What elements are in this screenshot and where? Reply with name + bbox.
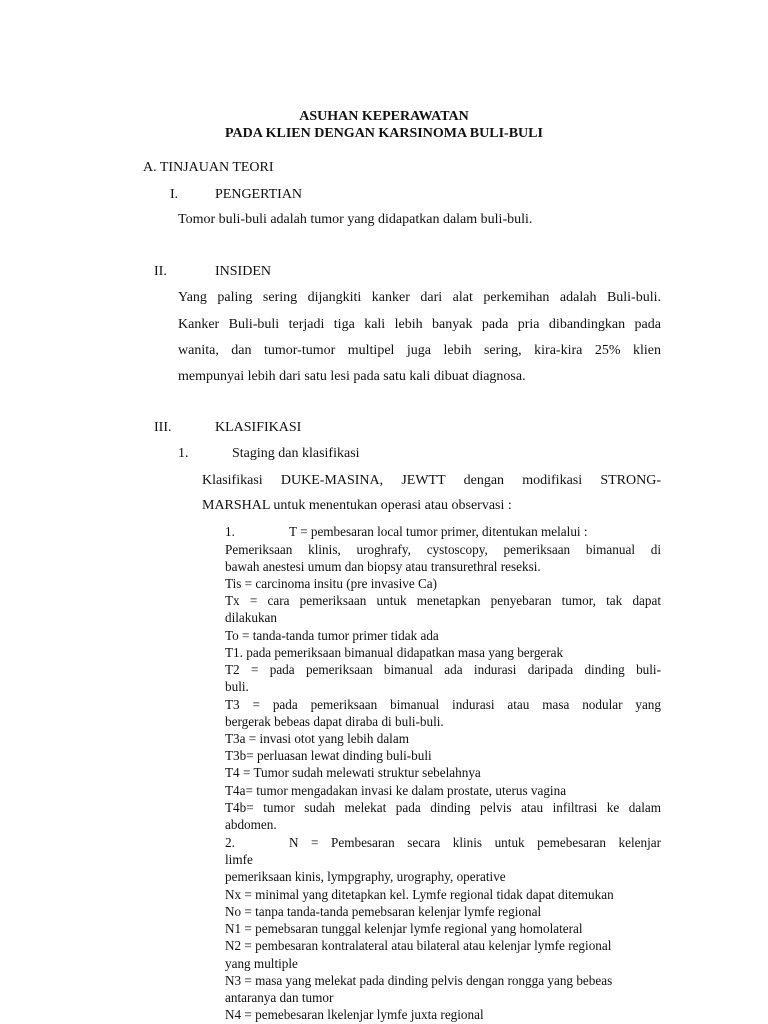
list-line: N4 = pemebesaran lkelenjar lymfe juxta regional — [225, 1007, 484, 1022]
list-line: N3 = masa yang melekat pada dinding pelvis dengan rongga yang bebeas — [225, 973, 613, 988]
list-line: T4b= tumor sudah melekat pada dinding pelvis atau infiltrasi ke dalam — [225, 800, 661, 815]
paragraph-line: Yang paling sering dijangkiti kanker dari alat perkemihan adalah Buli-buli. — [178, 290, 661, 305]
list-number: 2. — [225, 835, 235, 850]
paragraph-line: Kanker Buli-buli terjadi tiga kali lebih banyak pada pria dibandingkan pada — [178, 317, 661, 332]
list-line: T4 = Tumor sudah melewati struktur sebelahnya — [225, 765, 481, 780]
list-line: antaranya dan tumor — [225, 990, 334, 1005]
list-line: T3a = invasi otot yang lebih dalam — [225, 731, 409, 746]
list-line: Pemeriksaan klinis, uroghrafy, cystoscopy, pemeriksaan bimanual di — [225, 542, 661, 557]
list-line: Tis = carcinoma insitu (pre invasive Ca) — [225, 576, 438, 591]
list-item-heading: N = Pembesaran secara klinis untuk pemebesaran kelenjar — [289, 835, 661, 850]
paragraph-line: mempunyai lebih dari satu lesi pada satu kali dibuat diagnosa. — [178, 369, 526, 384]
section-heading-klasifikasi: KLASIFIKASI — [215, 420, 302, 435]
list-line: T4a= tumor mengadakan invasi ke dalam prostate, uterus vagina — [225, 783, 567, 798]
list-line: bergerak bebeas dapat diraba di buli-buli. — [225, 714, 444, 729]
list-line: limfe — [225, 852, 253, 867]
list-line: bawah anestesi umum dan biopsy atau transurethral reseksi. — [225, 559, 541, 574]
section-number: II. — [154, 264, 167, 279]
section-heading-pengertian: PENGERTIAN — [215, 187, 303, 202]
title-line-2: PADA KLIEN DENGAN KARSINOMA BULI-BULI — [225, 126, 543, 141]
list-line: N1 = pemebsaran tunggal kelenjar lymfe regional yang homolateral — [225, 921, 583, 936]
subsection-title: Staging dan klasifikasi — [232, 446, 360, 461]
paragraph-pengertian: Tomor buli-buli adalah tumor yang didapatkan dalam buli-buli. — [178, 212, 533, 227]
paragraph-line: Klasifikasi DUKE-MASINA, JEWTT dengan modifikasi STRONG- — [202, 473, 661, 488]
section-a-heading: A. TINJAUAN TEORI — [143, 160, 274, 175]
list-line: T3b= perluasan lewat dinding buli-buli — [225, 748, 432, 763]
title-line-1: ASUHAN KEPERAWATAN — [299, 109, 469, 124]
paragraph-line: MARSHAL untuk menentukan operasi atau observasi : — [202, 498, 512, 513]
list-line: T2 = pada pemeriksaan bimanual ada indurasi daripada dinding buli- — [225, 662, 661, 677]
paragraph-line: wanita, dan tumor-tumor multipel juga lebih sering, kira-kira 25% klien — [178, 343, 661, 358]
list-line: Nx = minimal yang ditetapkan kel. Lymfe regional tidak dapat ditemukan — [225, 887, 614, 902]
section-number: III. — [154, 420, 172, 435]
list-line: dilakukan — [225, 610, 278, 625]
list-line: N2 = pembesaran kontralateral atau bilateral atau kelenjar lymfe regional — [225, 938, 612, 953]
subsection-number: 1. — [178, 446, 189, 461]
list-number: 1. — [225, 524, 235, 539]
list-line: To = tanda-tanda tumor primer tidak ada — [225, 628, 439, 643]
list-line: T3 = pada pemeriksaan bimanual indurasi atau masa nodular yang — [225, 697, 661, 712]
list-line: No = tanpa tanda-tanda pemebsaran kelenjar lymfe regional — [225, 904, 542, 919]
list-item-heading: T = pembesaran local tumor primer, ditentukan melalui : — [289, 524, 588, 539]
list-line: abdomen. — [225, 817, 277, 832]
list-line: Tx = cara pemeriksaan untuk menetapkan penyebaran tumor, tak dapat — [225, 593, 661, 608]
list-line: yang multiple — [225, 956, 298, 971]
section-number: I. — [170, 187, 179, 202]
list-line: pemeriksaan kinis, lympgraphy, urography, operative — [225, 869, 506, 884]
list-line: T1. pada pemeriksaan bimanual didapatkan masa yang bergerak — [225, 645, 564, 660]
section-heading-insiden: INSIDEN — [215, 264, 271, 279]
list-line: buli. — [225, 679, 249, 694]
